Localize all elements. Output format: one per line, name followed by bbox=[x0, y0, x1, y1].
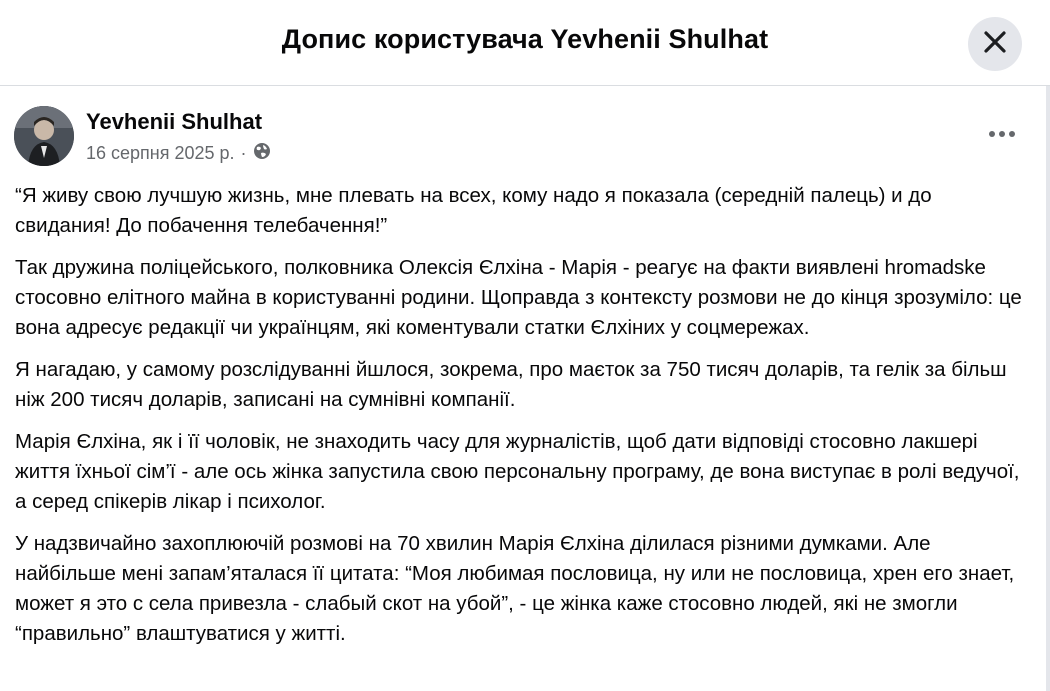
post-meta bbox=[86, 142, 271, 165]
post-date[interactable]: 16 серпня 2025 р. bbox=[86, 143, 235, 163]
post-paragraph: “Я живу свою лучшую жизнь, мне плевать на всех, кому надо я показала (середній палець) и до свидания! До побачення телебачення!” bbox=[15, 184, 932, 237]
dialog-title: Допис користувача Yevhenii Shulhat bbox=[281, 24, 769, 54]
post-paragraph: Я нагадаю, у самому розслідуванні йшлося, зокрема, про маєток за 750 тисяч доларів, та гелік за більш ніж 200 тисяч доларів, записані на сумнівні компанії. bbox=[15, 358, 1007, 411]
post-paragraph: Так дружина поліцейського, полковника Олексія Єлхіна - Марія - реагує на факти виявлені hromadske стосовно елітного майна в користуванні родини. Щоправда з контексту розмови не до кінця зрозуміло: це вона адресує редакції чи українцям, які коментували статки Єлхіних у соцмережах. bbox=[15, 256, 1022, 339]
post-paragraph: У надзвичайно захоплюючій розмові на 70 хвилин Марія Єлхіна ділилася різними думками. Але найбільше мені запам’яталася її цитата: “Моя любимая пословица, ну или не пословица, хрен его знает, может я это с села привезла - слабый скот на убой”, - це жінка каже стосовно людей, які не змогли “правильно” влаштуватися у житті. bbox=[15, 532, 1015, 645]
scrollbar-track[interactable] bbox=[1046, 86, 1050, 691]
author-name[interactable]: Yevhenii Shulhat bbox=[86, 109, 263, 134]
post-paragraph: Марія Єлхіна, як і її чоловік, не знаходить часу для журналістів, щоб дати відповіді стосовно лакшері життя їхньої сім’ї - але ось жінка запустила свою персональну програму, де вона виступає в ролі ведучої, а серед спікерів лікар і психолог. bbox=[15, 430, 1020, 513]
meta-separator: · bbox=[240, 143, 247, 163]
dialog-header bbox=[0, 0, 1050, 86]
close-button[interactable] bbox=[968, 17, 1022, 71]
post-header bbox=[14, 106, 1024, 168]
globe-icon[interactable] bbox=[253, 142, 271, 165]
more-options-button[interactable] bbox=[986, 118, 1018, 150]
post-text bbox=[15, 181, 1025, 661]
more-horizontal-icon bbox=[988, 125, 1016, 143]
avatar[interactable] bbox=[14, 106, 74, 166]
close-icon bbox=[982, 29, 1008, 60]
